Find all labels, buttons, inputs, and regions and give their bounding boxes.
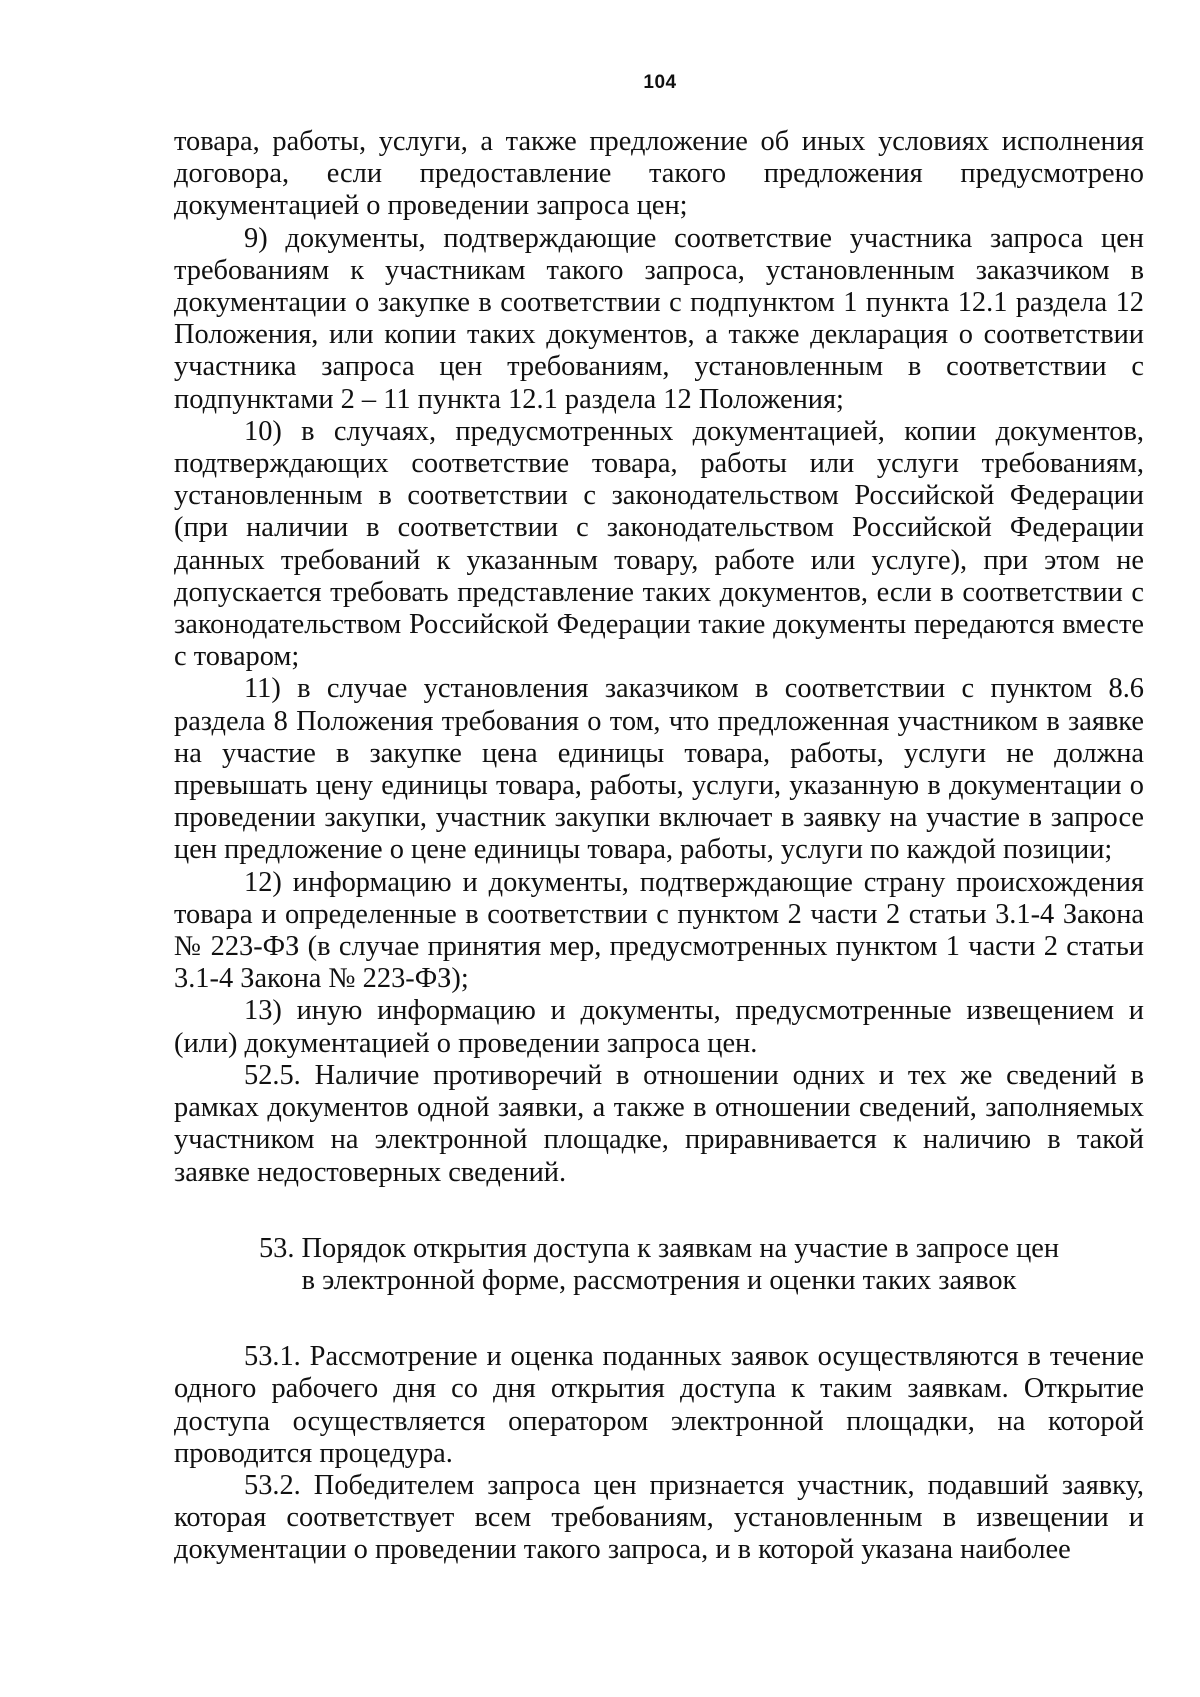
page-number: 104 <box>643 72 677 93</box>
paragraph-item-11: 11) в случае установления заказчиком в соответствии с пунктом 8.6 раздела 8 Положения требования о том, что предложенная участником в заявке на участие в закупке цена единицы товара, работы, услуги не должна превышать цену единицы товара, работы, услуги, указанную в документации о проведении закупки, участник закупки включает в заявку на участие в запросе цен предложение о цене единицы товара, работы, услуги по каждой позиции; <box>174 673 1144 866</box>
paragraph-item-13: 13) иную информацию и документы, предусмотренные извещением и (или) документацией о проведении запроса цен. <box>174 995 1144 1059</box>
paragraph-continuation: товара, работы, услуги, а также предложение об иных условиях исполнения договора, если предоставление такого предложения предусмотрено документацией о проведении запроса цен; <box>174 126 1144 222</box>
paragraph-53-2: 53.2. Победителем запроса цен признается участник, подавший заявку, которая соответствует всем требованиям, установленным в извещении и документации о проведении такого запроса, и в которой указана наиболее <box>174 1469 1144 1566</box>
paragraph-item-9: 9) документы, подтверждающие соответствие участника запроса цен требованиям к участникам такого запроса, установленным заказчиком в документации о закупке в соответствии с подпунктом 1 пункта 12.1 раздела 12 Положения, или копии таких документов, а также декларация о соответствии участника запроса цен требованиям, установленным в соответствии с подпунктами 2 – 11 пункта 12.1 раздела 12 Положения; <box>174 222 1144 415</box>
paragraph-item-12: 12) информацию и документы, подтверждающие страну происхождения товара и определенные в соответствии с пунктом 2 части 2 статьи 3.1-4 Закона № 223-ФЗ (в случае принятия мер, предусмотренных пунктом 1 части 2 статьи 3.1-4 Закона № 223-ФЗ); <box>174 866 1144 995</box>
section-heading-line-1: 53. Порядок открытия доступа к заявкам на участие в запросе цен <box>258 1232 1060 1264</box>
document-body <box>174 126 1144 1567</box>
paragraph-53-1: 53.1. Рассмотрение и оценка поданных заявок осуществляются в течение одного рабочего дня со дня открытия доступа к таким заявкам. Открытие доступа осуществляется оператором электронной площадки, на которой проводится процедура. <box>174 1341 1144 1469</box>
paragraph-item-10: 10) в случаях, предусмотренных документацией, копии документов, подтверждающих соответствие товара, работы или услуги требованиям, установленным в соответствии с законодательством Российской Федерации (при наличии в соответствии с законодательством Российской Федерации данных требований к указанным товару, работе или услуге), при этом не допускается требовать представление таких документов, если в соответствии с законодательством Российской Федерации такие документы передаются вместе с товаром; <box>174 415 1144 673</box>
section-heading <box>174 1233 1144 1297</box>
section-heading-line-2: в электронной форме, рассмотрения и оценки таких заявок <box>301 1264 1017 1296</box>
paragraph-52-5: 52.5. Наличие противоречий в отношении одних и тех же сведений в рамках документов одной заявки, а также в отношении сведений, заполняемых участником на электронной площадке, приравнивается к наличию в такой заявке недостоверных сведений. <box>174 1059 1144 1188</box>
